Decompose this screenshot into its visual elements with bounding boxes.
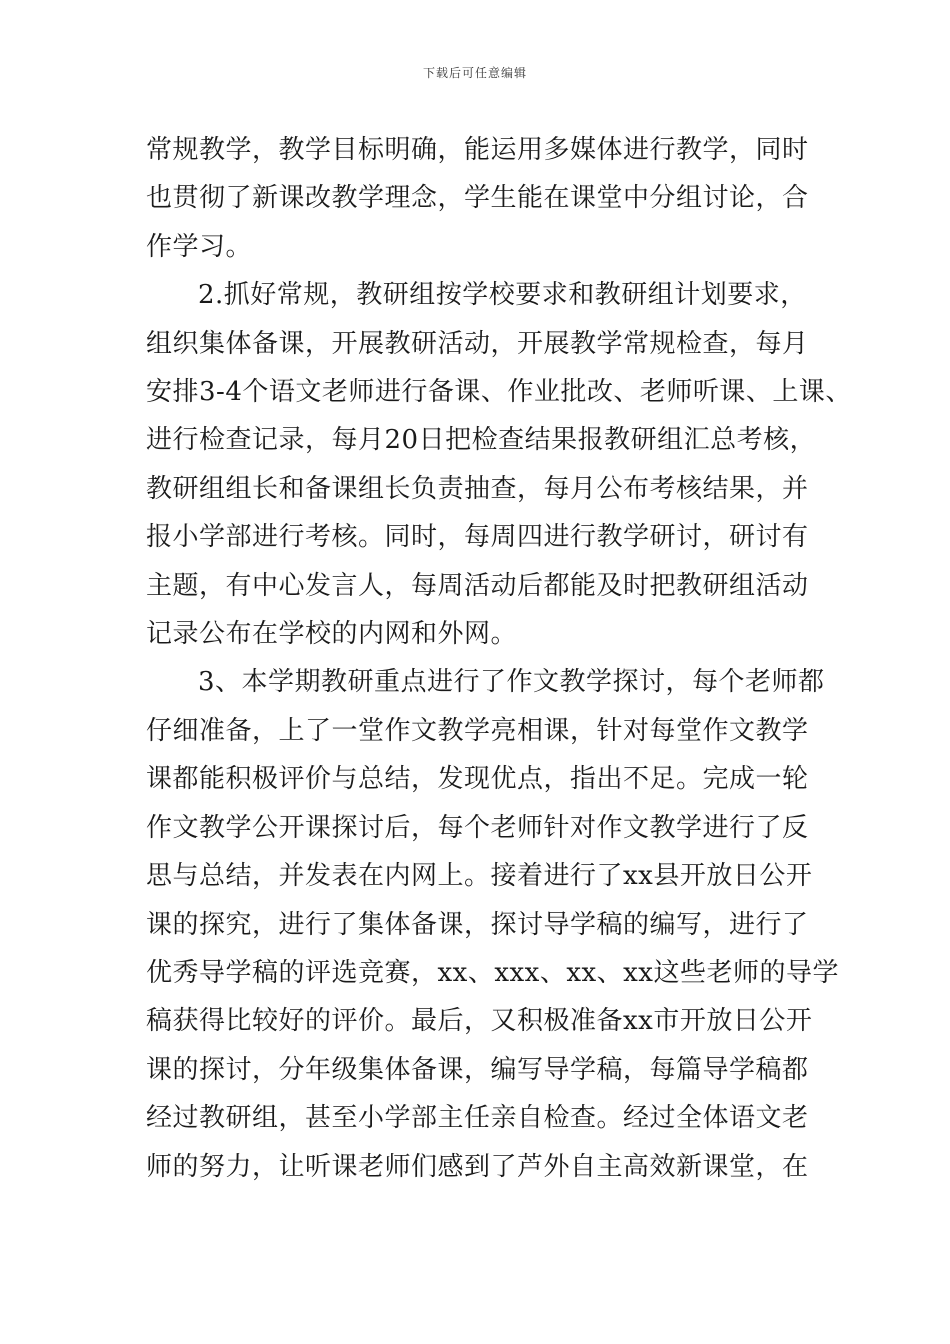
text-line: 3、本学期教研重点进行了作文教学探讨，每个老师都: [198, 667, 825, 698]
text-line: 优秀导学稿的评选竞赛，xx、xxx、xx、xx这些老师的导学: [146, 957, 839, 988]
text-line: 作文教学公开课探讨后，每个老师针对作文教学进行了反: [146, 812, 809, 843]
text-line: 组织集体备课，开展教研活动，开展教学常规检查，每月: [146, 328, 809, 359]
body-text: [146, 126, 852, 1191]
text-line: 课的探究，进行了集体备课，探讨导学稿的编写，进行了: [146, 909, 809, 940]
text-line: 稿获得比较好的评价。最后，又积极准备xx市开放日公开: [146, 1006, 813, 1037]
text-line: 2.抓好常规，教研组按学校要求和教研组计划要求，: [198, 280, 807, 311]
text-line: 仔细准备，上了一堂作文教学亮相课，针对每堂作文教学: [146, 715, 809, 746]
text-line: 教研组组长和备课组长负责抽查，每月公布考核结果，并: [146, 473, 809, 504]
text-line: 记录公布在学校的内网和外网。: [146, 619, 518, 650]
text-line: 作学习。: [146, 231, 253, 262]
text-line: 进行检查记录，每月20日把检查结果报教研组汇总考核，: [146, 425, 817, 456]
text-line: 报小学部进行考核。同时，每周四进行教学研讨，研讨有: [146, 522, 809, 553]
text-line: 课都能积极评价与总结，发现优点，指出不足。完成一轮: [146, 764, 809, 795]
text-line: 经过教研组，甚至小学部主任亲自检查。经过全体语文老: [146, 1103, 809, 1134]
text-line: 思与总结，并发表在内网上。接着进行了xx县开放日公开: [146, 861, 813, 892]
page-header: 下载后可任意编辑: [422, 66, 527, 80]
text-line: 课的探讨，分年级集体备课，编写导学稿，每篇导学稿都: [146, 1054, 809, 1085]
text-line: 也贯彻了新课改教学理念，学生能在课堂中分组讨论，合: [146, 183, 809, 214]
text-line: 师的努力，让听课老师们感到了芦外自主高效新课堂，在: [146, 1151, 809, 1182]
text-line: 常规教学，教学目标明确，能运用多媒体进行教学，同时: [146, 135, 809, 165]
text-line: 安排3-4个语文老师进行备课、作业批改、老师听课、上课、: [146, 377, 852, 408]
text-line: 主题，有中心发言人，每周活动后都能及时把教研组活动: [146, 570, 809, 601]
